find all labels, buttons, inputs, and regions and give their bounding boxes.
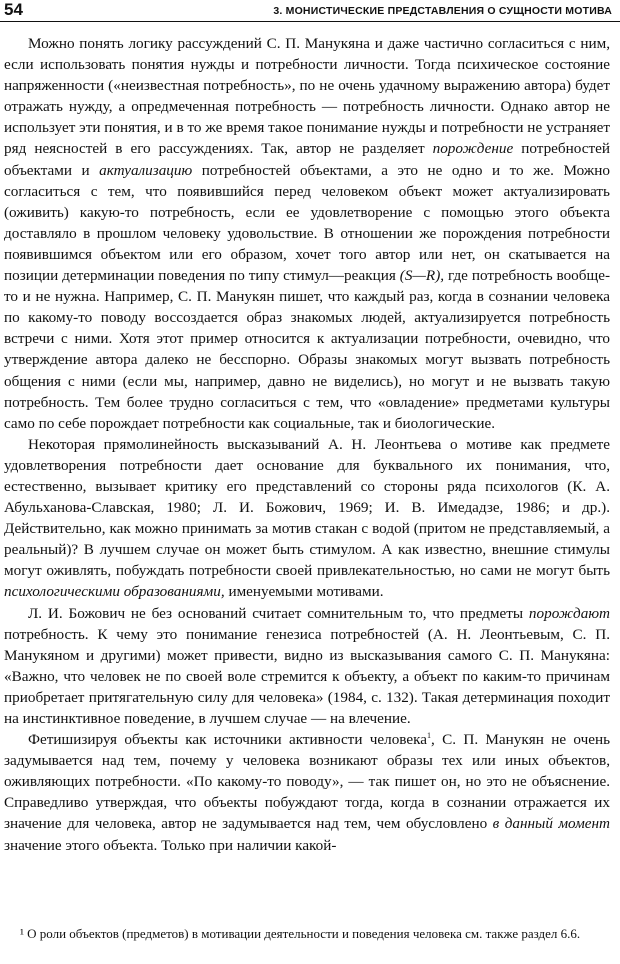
page-number: 54 (4, 0, 23, 19)
footnote-marker: 1 (427, 731, 432, 741)
emphasis: актуализацию (99, 161, 193, 179)
paragraph (4, 603, 610, 730)
text-run: Можно понять логику рассуждений С. П. Манукяна и даже частично согласиться с ним, если использовать понятия нужды и потребности личности. Тогда психическое состояние напряженности («неизвестная потребность», по не очень удачному выражению автора) будет отражать нужду, а опредмеченная потребность — потребность личности. Однако автор не использует эти понятия, и в то же время такое понимание нужды и потребности не устраняет ряд неясностей в его рассуждениях. Так, автор не разделяет (4, 35, 610, 158)
text-run: Фетишизируя объекты как источники активности человека (28, 731, 428, 749)
footnote-text: ¹ О роли объектов (предметов) в мотивации деятельности и поведения человека см. также раздел 6.6. (20, 926, 581, 941)
text-run: , С. П. Манукян не очень задумывается над тем, почему у человека возникают образы тех или иных объектов, оживляющих потребности. «По какому-то поводу», — так пишет он, но это не объяснение. Справедливо утверждая, что объекты побуждают тогда, когда в сознании отражается их значение для человека, автор не задумывается над тем, чем обусловлено (4, 731, 610, 833)
emphasis: (S—R), (399, 267, 445, 285)
body-text (4, 33, 610, 856)
text-run: Л. И. Божович не без оснований считает сомнительным то, что предметы (28, 604, 529, 622)
emphasis: порождают (528, 604, 610, 622)
emphasis: психологическими образованиями, (4, 583, 225, 601)
paragraph (4, 729, 610, 856)
text-run: значение этого объекта. Только при наличии какой- (4, 836, 337, 854)
running-header (0, 0, 620, 22)
text-run: Некоторая прямолинейность высказываний А. Н. Леонтьева о мотиве как предмете удовлетворения потребности дает основание для буквального их понимания, что, естественно, вызывает критику его представлений со стороны ряда психологов (К. А. Абульханова-Славская, 1980; Л. И. Божович, 1969; И. В. Имедадзе, 1986; и др.). Действительно, как можно принимать за мотив стакан с водой (притом не представляемый, а реальный)? В лучшем случае он может быть стимулом. А как известно, внешние стимулы могут оживлять, побуждать потребности своей привлекательностью, но сами не могут быть (4, 435, 610, 580)
text-run: потребностей объектами и (4, 140, 610, 179)
footnote (4, 925, 610, 943)
text-run: потребностей объектами, а это не одно и то же. Можно согласиться с тем, что появившийся перед человеком объект может актуализировать (оживить) какую-то потребность, если ее удовлетворение с помощью этого объекта доставляло в прошлом человеку удовольствие. В отношении же порождения потребности появившимся объектом или его образом, хочет того автор или нет, он скатывается на позиции детерминации поведения по типу стимул—реакция (4, 161, 610, 285)
header-rule (0, 21, 620, 22)
text-run: именуемыми мотивами. (224, 583, 384, 601)
paragraph (4, 434, 610, 603)
text-run: потребность. К чему это понимание генезиса потребностей (А. Н. Леонтьевым, С. П. Манукяном и другими) может привести, видно из высказывания самого С. П. Манукяна: «Важно, что человек не по своей воле стремится к объекту, а объект по каким-то причинам приобретает притягательную силу для человека» (1984, с. 132). Такая детерминация походит на инстинктивное поведение, в лучшем случае — на влечение. (4, 625, 610, 727)
text-run: где потребность вообще-то и не нужна. Например, С. П. Манукян пишет, что каждый раз, когда в сознании человека по какому-то поводу воссоздается образ знакомых людей, актуализируется потребность встречи с ними. Хотя этот пример относится к актуализации потребности, очевидно, что утверждение автора далеко не бесспорно. Образы знакомых могут вызвать потребность общения с ними (если мы, например, давно не виделись), но могут и не вызвать такую потребность. Тем более трудно согласиться с тем, что «овладение» предметами культуры само по себе порождает потребности как социальные, так и биологические. (4, 267, 610, 432)
paragraph (4, 33, 610, 434)
emphasis: в данный момент (492, 815, 610, 833)
emphasis: порождение (432, 140, 514, 158)
running-title: 3. МОНИСТИЧЕСКИЕ ПРЕДСТАВЛЕНИЯ О СУЩНОСТИ МОТИВА (273, 5, 612, 17)
